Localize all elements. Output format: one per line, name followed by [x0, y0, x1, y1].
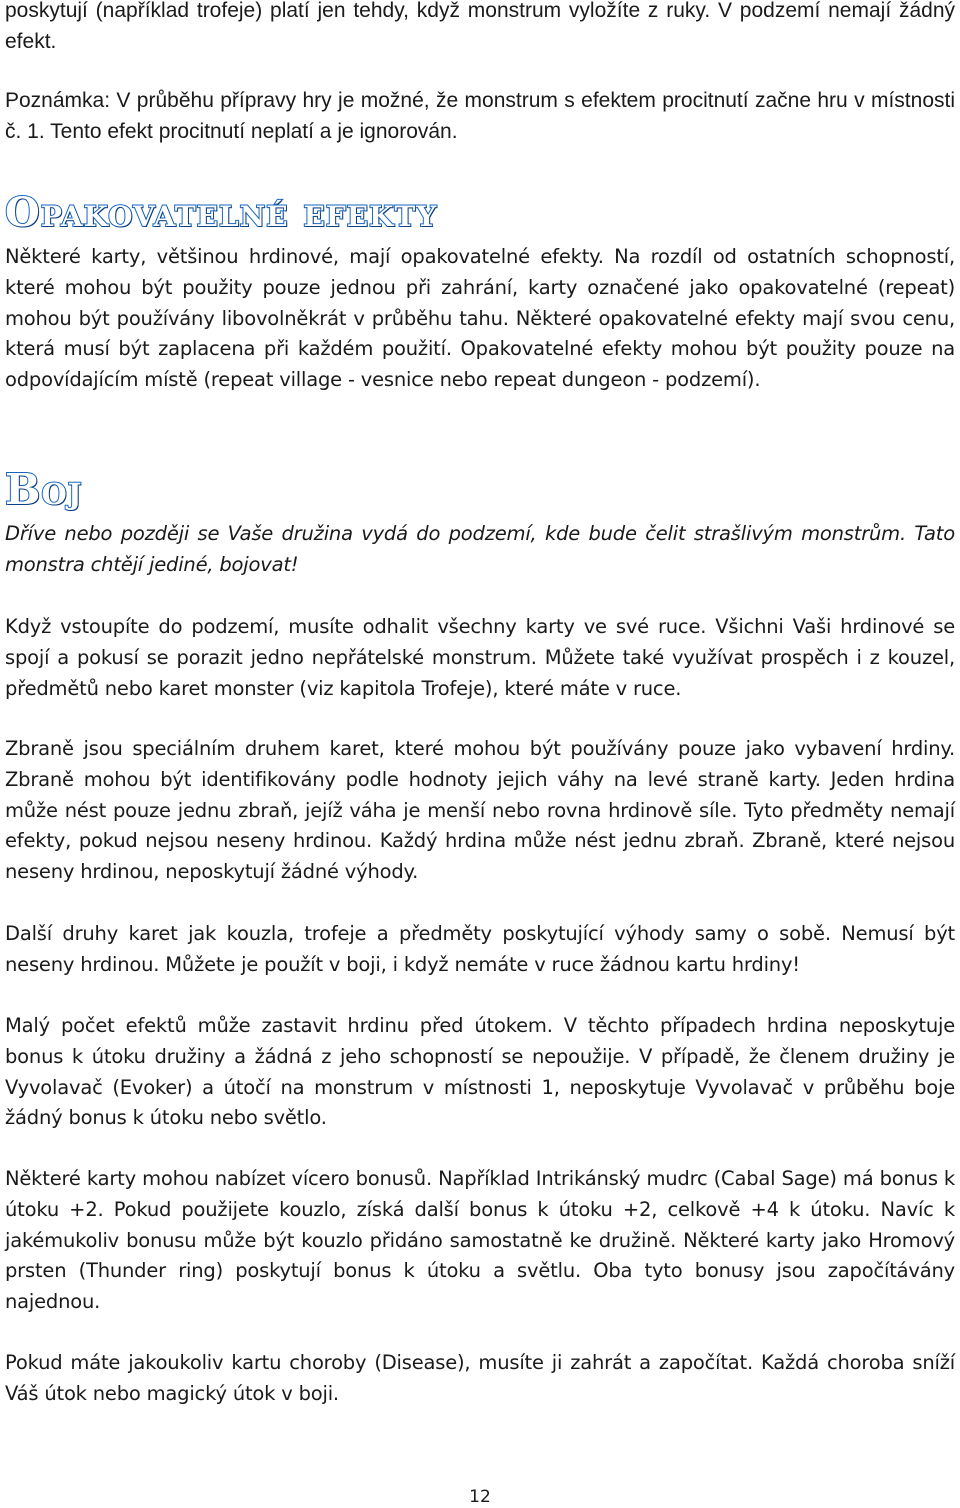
combat-paragraph-2: Zbraně jsou speciálním druhem karet, které mohou být používány pouze jako vybavení hrdiny. Zbraně mohou být identifikovány podle hodnoty jejich váhy na levé straně karty. Jeden hrdina může nést pouze jednu zbraň, jejíž váha je menší nebo rovna hrdinově síle. Tyto předměty nemají efekty, pokud nejsou neseny hrdinou. Každý hrdina může nést jednu zbraň. Zbraně, které nejsou neseny hrdinou, neposkytují žádné výhody.: [5, 737, 955, 884]
intro-paragraph-2: Poznámka: V průběhu přípravy hry je možné, že monstrum s efektem procitnutí začne hru v místnosti č. 1. Tento efekt procitnutí neplatí a je ignorován.: [5, 89, 955, 143]
combat-paragraph-4: Malý počet efektů může zastavit hrdinu před útokem. V těchto případech hrdina neposkytuje bonus k útoku družiny a žádná z jeho schopností se nepoužije. V případě, že členem družiny je Vyvolavač (Evoker) a útočí na monstrum v místnosti 1, neposkytuje Vyvolavač v průběhu boje žádný bonus k útoku nebo světlo.: [5, 1014, 955, 1130]
combat-paragraph-3: Další druhy karet jak kouzla, trofeje a předměty poskytující výhody samy o sobě. Nemusí být neseny hrdinou. Můžete je použít v boji, i když nemáte v ruce žádnou kartu hrdiny!: [5, 922, 955, 976]
combat-paragraph-6: Pokud máte jakoukoliv kartu choroby (Disease), musíte ji zahrát a započítat. Každá choroba sníží Váš útok nebo magický útok v boji.: [5, 1351, 955, 1405]
repeat-effects-paragraph: Některé karty, většinou hrdinové, mají opakovatelné efekty. Na rozdíl od ostatních schopností, které mohou být použity pouze jednou při zahrání, karty označené jako opakovatelné (repeat) mohou být používány libovolněkrát v průběhu tahu. Některé opakovatelné efekty mají svou cenu, která musí být zaplacena při každém použití. Opakovatelné efekty mohou být použity pouze na odpovídajícím místě (repeat village - vesnice nebo repeat dungeon - podzemí).: [5, 245, 955, 392]
page-number: 12: [469, 1487, 491, 1507]
section-heading-combat: Boj: [5, 465, 83, 514]
combat-intro-italic: Dříve nebo později se Vaše družina vydá do podzemí, kde bude čelit strašlivým monstrům. Tato monstra chtějí jediné, bojovat!: [5, 522, 955, 576]
intro-paragraph-1: poskytují (například trofeje) platí jen tehdy, když monstrum vyložíte z ruky. V podzemí nemají žádný efekt.: [5, 0, 955, 53]
combat-paragraph-1: Když vstoupíte do podzemí, musíte odhalit všechny karty ve své ruce. Všichni Vaši hrdinové se spojí a pokusí se porazit jedno nepřátelské monstrum. Můžete také využívat prospěch i z kouzel, předmětů nebo karet monster (viz kapitola Trofeje), které máte v ruce.: [5, 615, 955, 700]
combat-paragraph-5: Některé karty mohou nabízet vícero bonusů. Například Intrikánský mudrc (Cabal Sage) má bonus k útoku +2. Pokud použijete kouzlo, získá další bonus k útoku +2, celkově +4 k útoku. Navíc k jakémukoliv bonusu může být kouzlo přidáno samostatně ke družině. Některé karty jako Hromový prsten (Thunder ring) poskytují bonus k útoku a světlu. Oba tyto bonusy jsou započítávány najednou.: [5, 1167, 955, 1314]
section-heading-repeat-effects: Opakovatelné efekty: [5, 189, 438, 236]
